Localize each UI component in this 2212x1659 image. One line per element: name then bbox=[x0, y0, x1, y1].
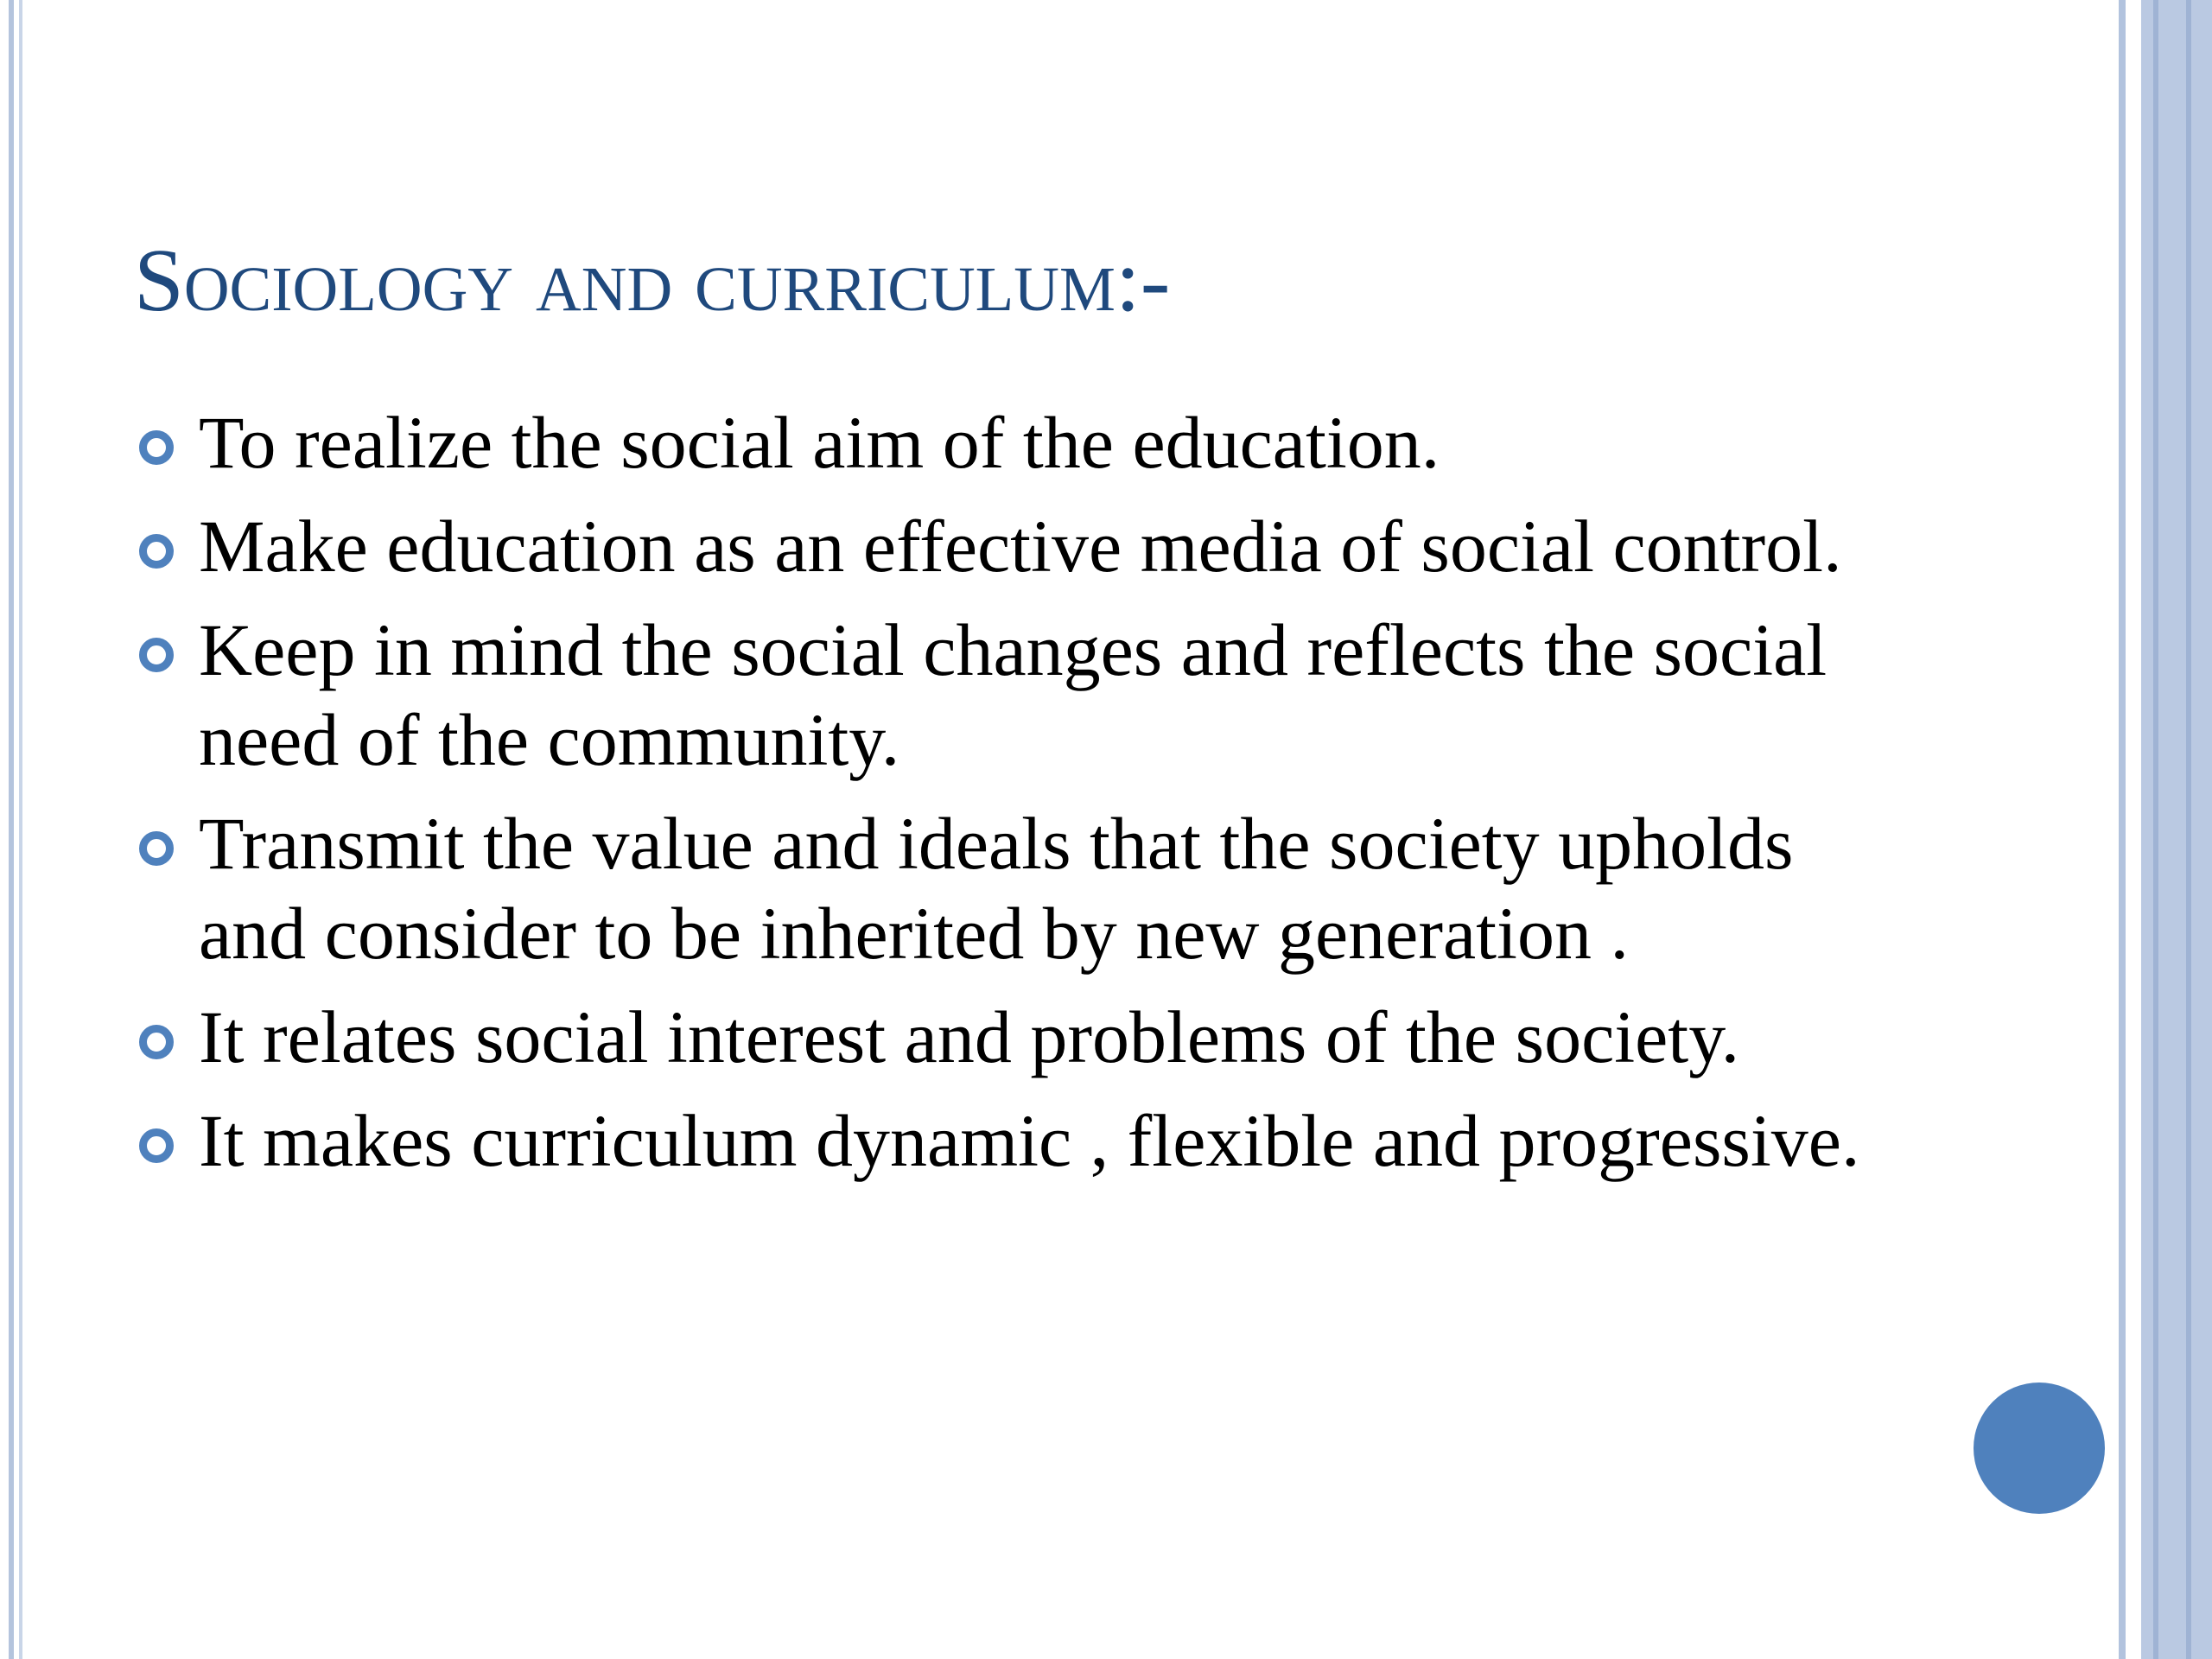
right-band-stripe bbox=[2186, 0, 2191, 1659]
bullet-text: Transmit the value and ideals that the society upholds and consider to be inherited by new generation . bbox=[199, 802, 1794, 975]
bullet-text: Make education as an effective media of social control. bbox=[199, 505, 1842, 588]
bullet-text: It relates social interest and problems of the society. bbox=[199, 995, 1740, 1078]
bullet-item bbox=[134, 397, 1905, 487]
right-border-gap bbox=[2126, 0, 2141, 1659]
right-band-stripe bbox=[2153, 0, 2158, 1659]
hollow-circle-bullet-icon bbox=[139, 430, 174, 465]
bullet-item bbox=[134, 798, 1905, 978]
bullet-list bbox=[134, 397, 1905, 1199]
hollow-circle-bullet-icon bbox=[139, 1025, 174, 1059]
left-border-line-inner bbox=[19, 0, 22, 1659]
bullet-item bbox=[134, 1096, 1905, 1185]
bullet-item bbox=[134, 992, 1905, 1082]
filled-circle-icon bbox=[1974, 1382, 2105, 1514]
bullet-text: It makes curriculum dynamic , flexible and progressive. bbox=[199, 1099, 1860, 1182]
hollow-circle-bullet-icon bbox=[139, 638, 174, 672]
hollow-circle-bullet-icon bbox=[139, 1128, 174, 1163]
right-border-line bbox=[2119, 0, 2126, 1659]
slide-title: Sociology and curriculum:- bbox=[134, 231, 1171, 330]
left-border-line bbox=[9, 0, 14, 1659]
right-border-band bbox=[2141, 0, 2212, 1659]
bullet-item bbox=[134, 501, 1905, 591]
bullet-item bbox=[134, 605, 1905, 785]
bullet-text: Keep in mind the social changes and reflects the social need of the community. bbox=[199, 608, 1827, 781]
hollow-circle-bullet-icon bbox=[139, 831, 174, 866]
hollow-circle-bullet-icon bbox=[139, 534, 174, 569]
bullet-text: To realize the social aim of the education. bbox=[199, 401, 1440, 484]
